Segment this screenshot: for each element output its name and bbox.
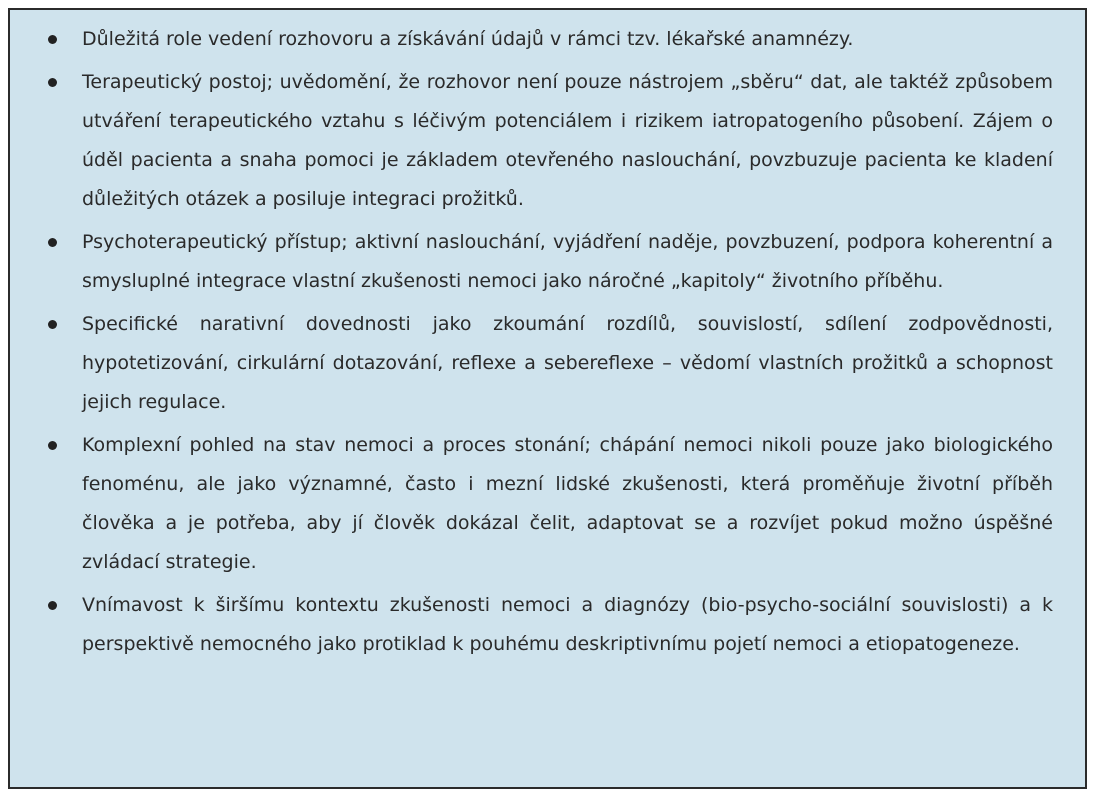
- list-item-text: Specifické narativní dovednosti jako zkoumání rozdílů, souvislostí, sdílení zodpovědnosti, hypotetizování, cirkulární dotazování, reflexe a sebereflexe – vědomí vlastních prožitků a schopnost jejich regulace.: [82, 313, 1053, 413]
- bullet-icon: [48, 238, 57, 247]
- bullet-icon: [48, 78, 57, 87]
- bullet-icon: [48, 320, 57, 329]
- list-item-text: Komplexní pohled na stav nemoci a proces stonání; chápání nemoci nikoli pouze jako biologického fenoménu, ale jako významné, často i mezní lidské zkušenosti, která proměňuje životní příběh člověka a je potřeba, aby jí člověk dokázal čelit, adaptovat se a rozvíjet pokud možno úspěšné zvládací strategie.: [82, 434, 1053, 573]
- bullet-icon: [48, 35, 57, 44]
- text-box: [8, 8, 1087, 789]
- bullet-icon: [48, 601, 57, 610]
- list-item-text: Psychoterapeutický přístup; aktivní naslouchání, vyjádření naděje, povzbuzení, podpora koherentní a smysluplné integrace vlastní zkušenosti nemoci jako náročné „kapitoly“ životního příběhu.: [82, 231, 1053, 292]
- list-item: [42, 223, 1053, 301]
- list-item-text: Důležitá role vedení rozhovoru a získávání údajů v rámci tzv. lékařské anamnézy.: [82, 28, 854, 50]
- list-item-text: Terapeutický postoj; uvědomění, že rozhovor není pouze nástrojem „sběru“ dat, ale taktéž způsobem utváření terapeutického vztahu s léčivým potenciálem i rizikem iatropatogeního působení. Zájem o úděl pacienta a snaha pomoci je základem otevřeného naslouchání, povzbuzuje pacienta ke kladení důležitých otázek a posiluje integraci prožitků.: [82, 71, 1053, 210]
- list-item-text: Vnímavost k širšímu kontextu zkušenosti nemoci a diagnózy (bio-psycho-sociální souvislosti) a k perspektivě nemocného jako protiklad k pouhému deskriptivnímu pojetí nemoci a etiopatogeneze.: [82, 594, 1053, 655]
- bullet-icon: [48, 441, 57, 450]
- list-item: [42, 63, 1053, 219]
- list-item: [42, 305, 1053, 422]
- list-item: [42, 586, 1053, 664]
- list-item: [42, 20, 1053, 59]
- list-item: [42, 426, 1053, 582]
- bullet-list: [42, 20, 1053, 668]
